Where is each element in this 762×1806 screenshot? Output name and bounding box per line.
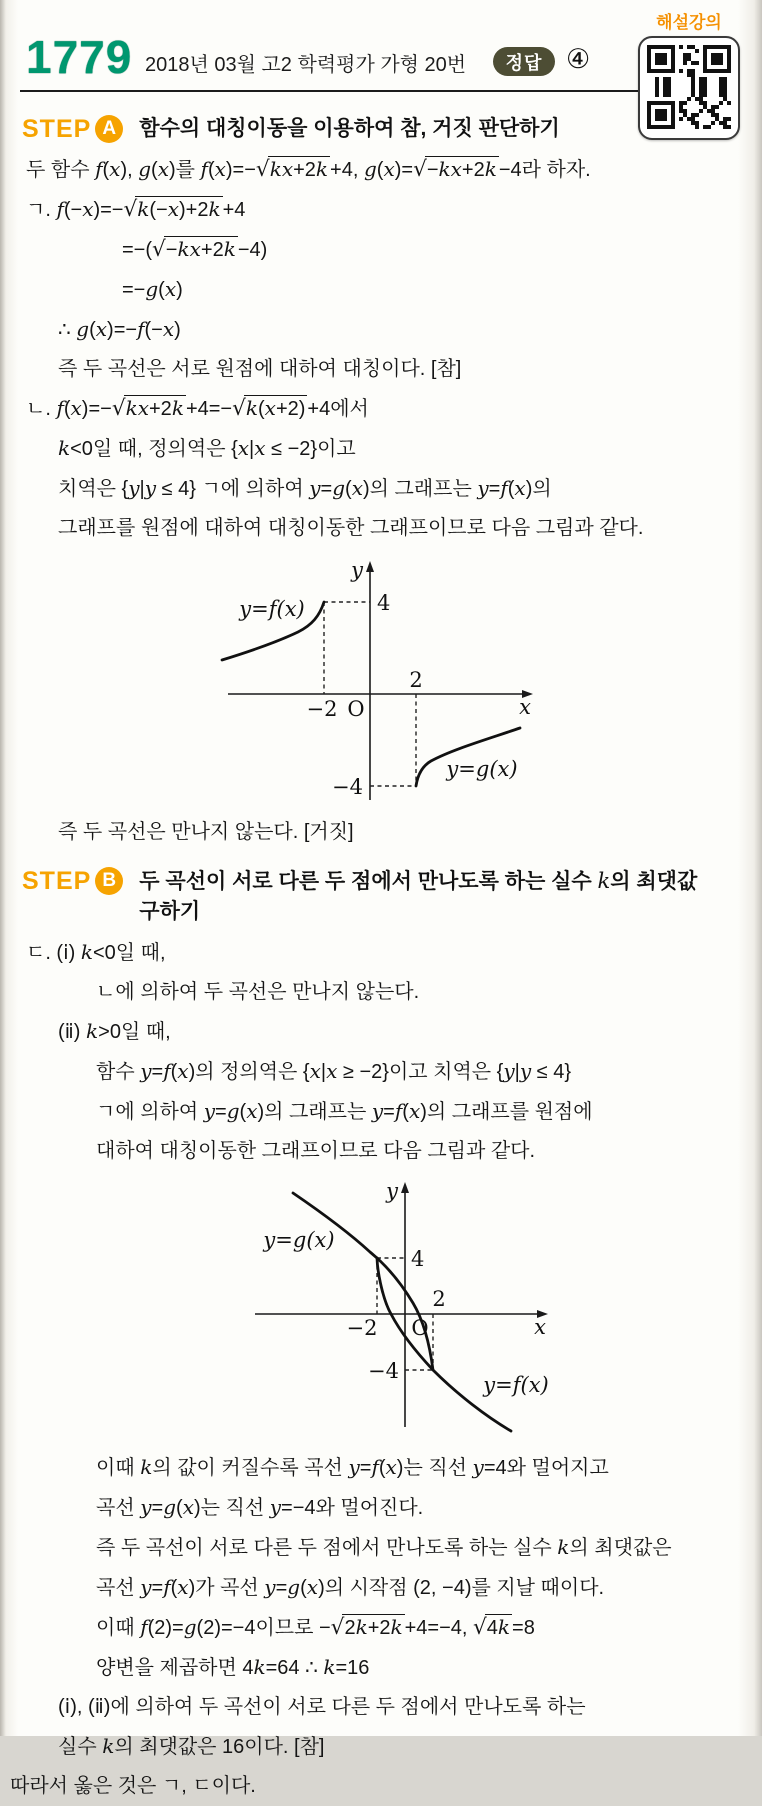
x-axis-label: x [534,1315,546,1339]
solution-line: ㄷ. (ⅰ) k<0일 때, [26,940,166,964]
page-header [0,0,762,100]
problem-number: 1779 [26,31,133,83]
tick-4: 4 [377,591,391,615]
step-b-word: STEP [22,867,92,895]
problem-source: 2018년 03월 고2 학력평가 가형 20번 [145,54,467,76]
y-axis-label: y [351,558,363,582]
tick-minus-2: −2 [306,697,338,721]
solution-line: 함수 y=f(x)의 정의역은 {x|x ≥ −2}이고 치역은 {y|y ≤ 4} [96,1059,572,1083]
x-axis-label: x [519,695,531,719]
origin-label: O [411,1316,429,1340]
solution-line: 이때 k의 값이 커질수록 곡선 y=f(x)는 직선 y=4와 멀어지고 [96,1455,609,1479]
solution-line: k<0일 때, 정의역은 {x|x ≤ −2}이고 [58,436,356,460]
solution-line: 즉 두 곡선은 만나지 않는다. [거짓] [58,821,354,843]
step-b-solution-lines-1 [0,933,762,1171]
step-b-title [139,866,697,927]
f-curve-label: y=f(x) [483,1373,549,1397]
answer-value: ④ [566,44,591,74]
y-axis-label: y [386,1179,398,1203]
solution-line: ㄴ에 의하여 두 곡선은 만나지 않는다. [96,981,420,1003]
tick-4: 4 [411,1247,425,1271]
solution-line: (ⅱ) k>0일 때, [58,1019,171,1043]
tick-2: 2 [409,668,423,692]
graph-k-negative [200,556,560,804]
step-b-title-line1: 두 곡선이 서로 다른 두 점에서 만나도록 하는 실수 k의 최댓값 [139,869,698,893]
answer-badge: 정답 [493,47,555,76]
step-a-badge: A [95,115,123,143]
solution-line: 양변을 제곱하면 4k=64 ∴ k=16 [96,1655,370,1679]
solution-line: 따라서 옳은 것은 ㄱ, ㄷ이다. [10,1775,256,1797]
tick-minus-2: −2 [346,1316,378,1340]
origin-label: O [347,697,365,721]
solution-line: ㄱ. f(−x)=−√k(−x)+2k +4 [26,197,246,222]
graph-k-positive [215,1177,565,1439]
solution-line: 곡선 y=f(x)가 곡선 y=g(x)의 시작점 (2, −4)를 지날 때이다. [96,1575,605,1599]
step-b-solution-lines-2 [0,1448,762,1806]
solution-line: 두 함수 f(x), g(x)를 f(x)=−√kx+2k +4, g(x)=√−kx+2k −4라 하자. [26,157,591,182]
step-a-conclusion [0,813,762,852]
step-b-header [22,866,762,927]
solution-line: =−g(x) [122,277,183,301]
step-b-title-line2: 구하기 [139,900,201,923]
solution-line: 즉 두 곡선은 서로 원점에 대하여 대칭이다. [참] [58,358,462,380]
solution-line: ㄱ에 의하여 y=g(x)의 그래프는 y=f(x)의 그래프를 원점에 [96,1099,593,1123]
solution-line: 실수 k의 최댓값은 16이다. [참] [58,1734,325,1758]
f-curve-label: y=f(x) [239,597,305,621]
lecture-qr-block [628,8,750,140]
solution-line: 즉 두 곡선이 서로 다른 두 점에서 만나도록 하는 실수 k의 최댓값은 [96,1535,672,1559]
header-rule [20,90,645,92]
figure-k-negative [200,556,762,809]
lecture-label: 해설강의 [656,13,722,32]
y-axis-arrow [366,561,374,572]
y-axis-arrow [401,1182,409,1193]
solution-line: =−(√−kx+2k −4) [122,237,268,262]
solution-line: 곡선 y=g(x)는 직선 y=−4와 멀어진다. [96,1495,424,1519]
tick-minus-4: −4 [368,1359,399,1383]
step-b-badge: B [95,867,123,895]
step-a-title: 함수의 대칭이동을 이용하여 참, 거짓 판단하기 [139,117,560,140]
curve-f [377,1258,511,1431]
qr-code-pattern [647,45,731,129]
solution-line: ㄴ. f(x)=−√kx+2k +4=−√k(x+2) +4에서 [26,396,369,421]
figure-k-positive [215,1177,762,1444]
qr-code [638,36,740,140]
solution-line: ∴ g(x)=−f(−x) [58,317,181,341]
solution-line: 대하여 대칭이동한 그래프이므로 다음 그림과 같다. [96,1140,536,1162]
g-curve-label: y=g(x) [446,757,518,781]
solution-line: (ⅰ), (ⅱ)에 의하여 두 곡선이 서로 다른 두 점에서 만나도록 하는 [58,1696,586,1718]
tick-minus-4: −4 [332,775,363,799]
step-a-word: STEP [22,115,92,143]
g-curve-label: y=g(x) [263,1228,335,1252]
solution-line: 치역은 {y|y ≤ 4} ㄱ에 의하여 y=g(x)의 그래프는 y=f(x)의 [58,476,552,500]
step-a-solution-lines [0,150,762,548]
solution-line: 그래프를 원점에 대하여 대칭이동한 그래프이므로 다음 그림과 같다. [58,517,644,539]
solution-line: 이때 f(2)=g(2)=−4이므로 −√2k+2k +4=−4, √4k =8 [96,1615,535,1640]
tick-2: 2 [432,1287,446,1311]
